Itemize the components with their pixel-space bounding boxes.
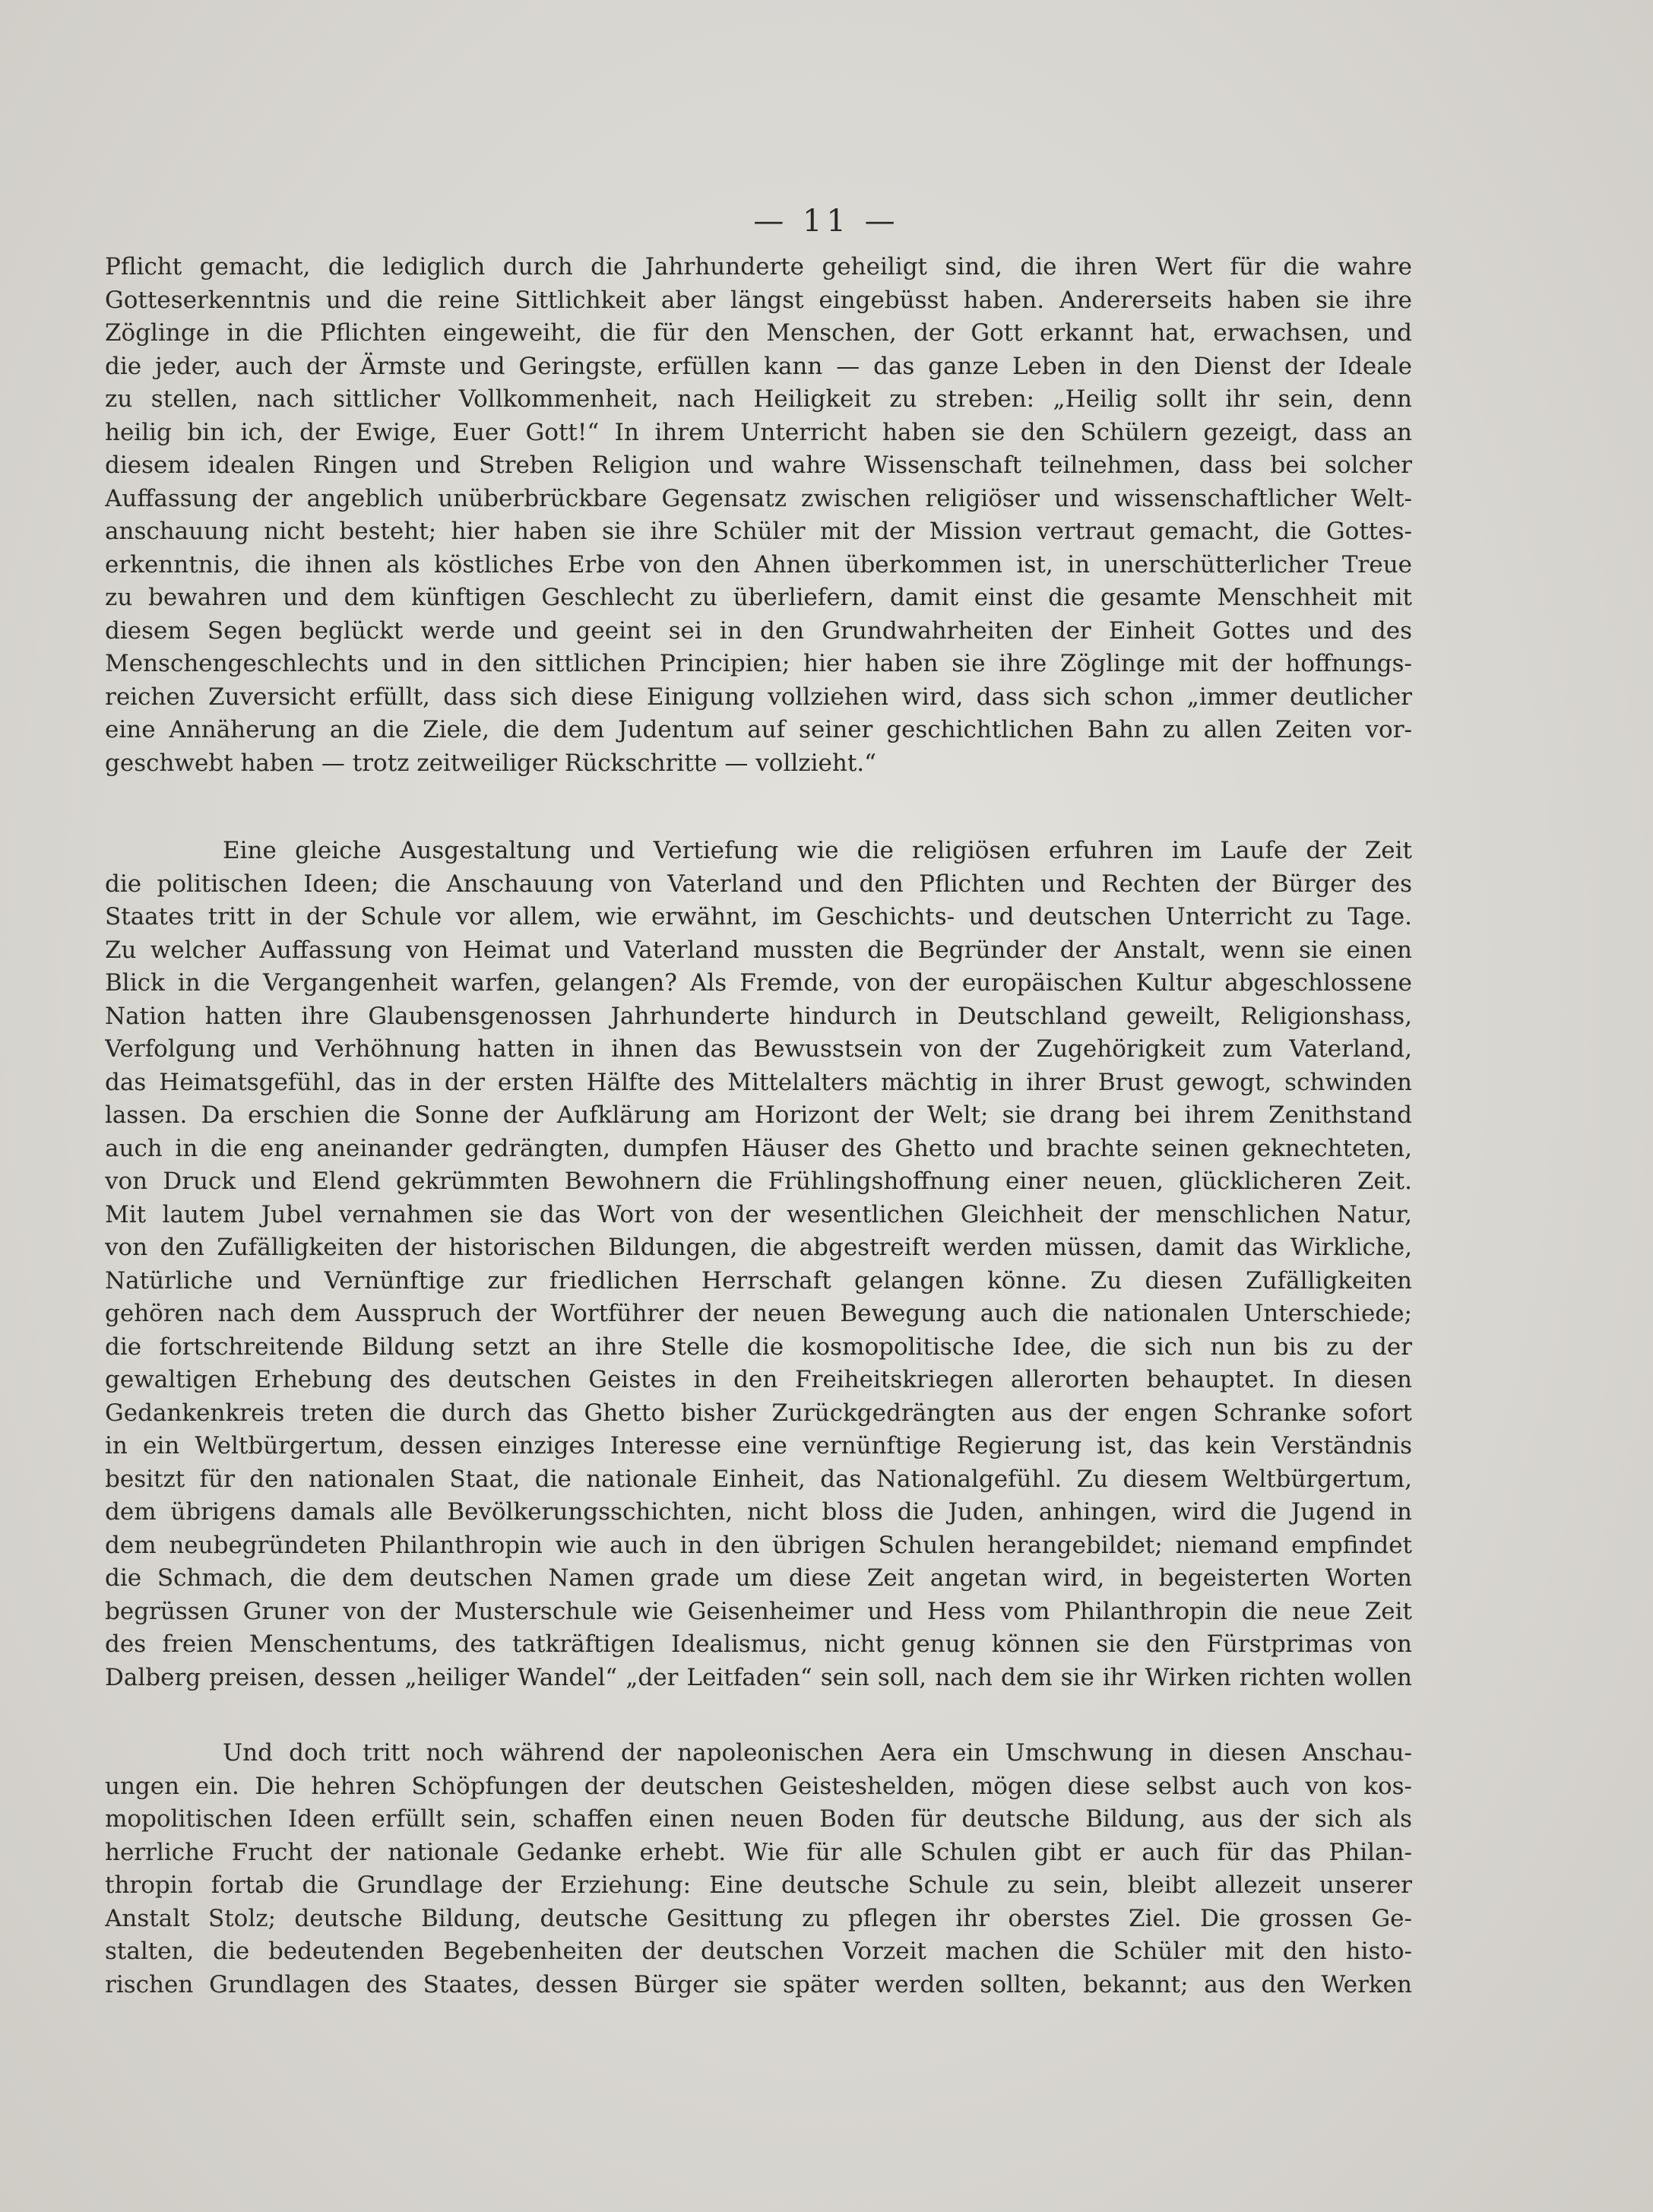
text-line: geschwebt haben — trotz zeitweiliger Rückschritte — vollzieht.“	[105, 749, 877, 777]
paragraph-3	[105, 1737, 1412, 2001]
text-line: die jeder, auch der Ärmste und Geringste, erfüllen kann — das ganze Leben in den Dienst der Ideale	[105, 352, 1412, 380]
text-line: die fortschreitende Bildung setzt an ihre Stelle die kosmopolitische Idee, die sich nun bis zu der	[105, 1333, 1412, 1361]
text-line: Anstalt Stolz; deutsche Bildung, deutsche Gesittung zu pflegen ihr oberstes Ziel. Die grossen Ge-	[105, 1904, 1412, 1932]
text-line: eine Annäherung an die Ziele, die dem Judentum auf seiner geschichtlichen Bahn zu allen Zeiten vor-	[105, 716, 1412, 743]
text-line: Staates tritt in der Schule vor allem, wie erwähnt, im Geschichts- und deutschen Unterricht zu Tage.	[105, 903, 1412, 930]
text-line: zu stellen, nach sittlicher Vollkommenheit, nach Heiligkeit zu streben: „Heilig sollt ihr sein, denn	[105, 385, 1412, 413]
text-line: Zöglinge in die Pflichten eingeweiht, die für den Menschen, der Gott erkannt hat, erwachsen, und	[105, 319, 1412, 347]
text-line: anschauung nicht besteht; hier haben sie ihre Schüler mit der Mission vertraut gemacht, die Gottes-	[105, 518, 1412, 545]
text-line: Zu welcher Auffassung von Heimat und Vaterland mussten die Begründer der Anstalt, wenn sie einen	[105, 936, 1412, 964]
text-line: Gotteserkenntnis und die reine Sittlichkeit aber längst eingebüsst haben. Andererseits haben sie ihre	[105, 286, 1412, 314]
text-line: diesem idealen Ringen und Streben Religion und wahre Wissenschaft teilnehmen, dass bei solcher	[105, 452, 1412, 479]
text-line: mopolitischen Ideen erfüllt sein, schaffen einen neuen Boden für deutsche Bildung, aus der sich als	[105, 1805, 1412, 1833]
text-line: diesem Segen beglückt werde und geeint sei in den Grundwahrheiten der Einheit Gottes und des	[105, 616, 1412, 645]
text-line: von Druck und Elend gekrümmten Bewohnern die Frühlingshoffnung einer neuen, glücklicheren Zeit.	[105, 1168, 1412, 1195]
text-line: reichen Zuversicht erfüllt, dass sich diese Einigung vollziehen wird, dass sich schon „immer deutlicher	[105, 683, 1412, 711]
text-line: Nation hatten ihre Glaubensgenossen Jahrhunderte hindurch in Deutschland geweilt, Religionshass,	[105, 1002, 1412, 1030]
text-line: Blick in die Vergangenheit warfen, gelangen? Als Fremde, von der europäischen Kultur abgeschlossene	[105, 969, 1412, 997]
text-line: erkenntnis, die ihnen als köstliches Erbe von den Ahnen überkommen ist, in unerschütterlicher Treue	[105, 550, 1412, 578]
text-line: rischen Grundlagen des Staates, dessen Bürger sie später werden sollten, bekannt; aus den Werken	[105, 1970, 1412, 1998]
page-number: — 11 —	[753, 204, 900, 239]
text-line: Verfolgung und Verhöhnung hatten in ihnen das Bewusstsein von der Zugehörigkeit zum Vaterland,	[105, 1035, 1412, 1063]
text-line: stalten, die bedeutenden Begebenheiten der deutschen Vorzeit machen die Schüler mit den histo-	[105, 1938, 1412, 1965]
paragraph-2	[105, 835, 1412, 1694]
text-line: heilig bin ich, der Ewige, Euer Gott!“ In ihrem Unterricht haben sie den Schülern gezeigt, dass an	[105, 418, 1412, 446]
text-line: Natürliche und Vernünftige zur friedlichen Herrschaft gelangen könne. Zu diesen Zufälligkeiten	[105, 1266, 1412, 1295]
text-line: Eine gleiche Ausgestaltung und Vertiefung wie die religiösen erfuhren im Laufe der Zeit	[223, 837, 1412, 864]
text-line: die politischen Ideen; die Anschauung von Vaterland und den Pflichten und Rechten der Bürger des	[105, 870, 1412, 898]
text-line: Menschengeschlechts und in den sittlichen Principien; hier haben sie ihre Zöglinge mit der hoffnungs-	[105, 650, 1412, 677]
text-line: Auffassung der angeblich unüberbrückbare Gegensatz zwischen religiöser und wissenschaftlicher Welt-	[105, 484, 1412, 512]
text-line: dem übrigens damals alle Bevölkerungsschichten, nicht bloss die Juden, anhingen, wird die Jugend in	[105, 1498, 1412, 1526]
text-line: lassen. Da erschien die Sonne der Aufklärung am Horizont der Welt; sie drang bei ihrem Zenithstand	[105, 1101, 1412, 1129]
text-line: begrüssen Gruner von der Musterschule wie Geisenheimer und Hess vom Philanthropin die neue Zeit	[105, 1597, 1412, 1625]
text-line: ungen ein. Die hehren Schöpfungen der deutschen Geisteshelden, mögen diese selbst auch von kos-	[105, 1772, 1412, 1800]
text-line: zu bewahren und dem künftigen Geschlecht zu überliefern, damit einst die gesamte Menschheit mit	[105, 584, 1412, 611]
paragraph-1	[105, 251, 1412, 780]
text-line: in ein Weltbürgertum, dessen einziges Interesse eine vernünftige Regierung ist, das kein Verständnis	[105, 1432, 1412, 1459]
text-line: die Schmach, die dem deutschen Namen grade um diese Zeit angetan wird, in begeisterten Worten	[105, 1564, 1412, 1592]
text-line: Gedankenkreis treten die durch das Ghetto bisher Zurückgedrängten aus der engen Schranke sofort	[105, 1399, 1412, 1427]
text-line: thropin fortab die Grundlage der Erziehung: Eine deutsche Schule zu sein, bleibt allezeit unserer	[105, 1871, 1412, 1899]
text-line: herrliche Frucht der nationale Gedanke erhebt. Wie für alle Schulen gibt er auch für das Philan-	[105, 1838, 1412, 1866]
text-line: besitzt für den nationalen Staat, die nationale Einheit, das Nationalgefühl. Zu diesem Weltbürgertum,	[105, 1465, 1412, 1493]
text-line: gehören nach dem Ausspruch der Wortführer der neuen Bewegung auch die nationalen Unterschiede;	[105, 1300, 1412, 1327]
text-line: Dalberg preisen, dessen „heiliger Wandel“ „der Leitfaden“ sein soll, nach dem sie ihr Wirken richten wollen	[105, 1663, 1412, 1691]
text-line: Mit lautem Jubel vernahmen sie das Wort von der wesentlichen Gleichheit der menschlichen Natur,	[105, 1200, 1412, 1228]
text-line: Und doch tritt noch während der napoleonischen Aera ein Umschwung in diesen Anschau-	[223, 1739, 1412, 1767]
text-line: dem neubegründeten Philanthropin wie auch in den übrigen Schulen herangebildet; niemand empfindet	[105, 1531, 1412, 1559]
text-line: des freien Menschentums, des tatkräftigen Idealismus, nicht genug können sie den Fürstprimas von	[105, 1630, 1412, 1658]
text-line: das Heimatsgefühl, das in der ersten Hälfte des Mittelalters mächtig in ihrer Brust gewogt, schwinden	[105, 1068, 1412, 1096]
text-line: gewaltigen Erhebung des deutschen Geistes in den Freiheitskriegen allerorten behauptet. In diesen	[105, 1366, 1412, 1393]
text-line: auch in die eng aneinander gedrängten, dumpfen Häuser des Ghetto und brachte seinen geknechteten,	[105, 1134, 1412, 1162]
text-line: Pflicht gemacht, die lediglich durch die Jahrhunderte geheiligt sind, die ihren Wert für die wahre	[105, 253, 1412, 280]
text-line: von den Zufälligkeiten der historischen Bildungen, die abgestreift werden müssen, damit das Wirkliche,	[105, 1234, 1412, 1261]
